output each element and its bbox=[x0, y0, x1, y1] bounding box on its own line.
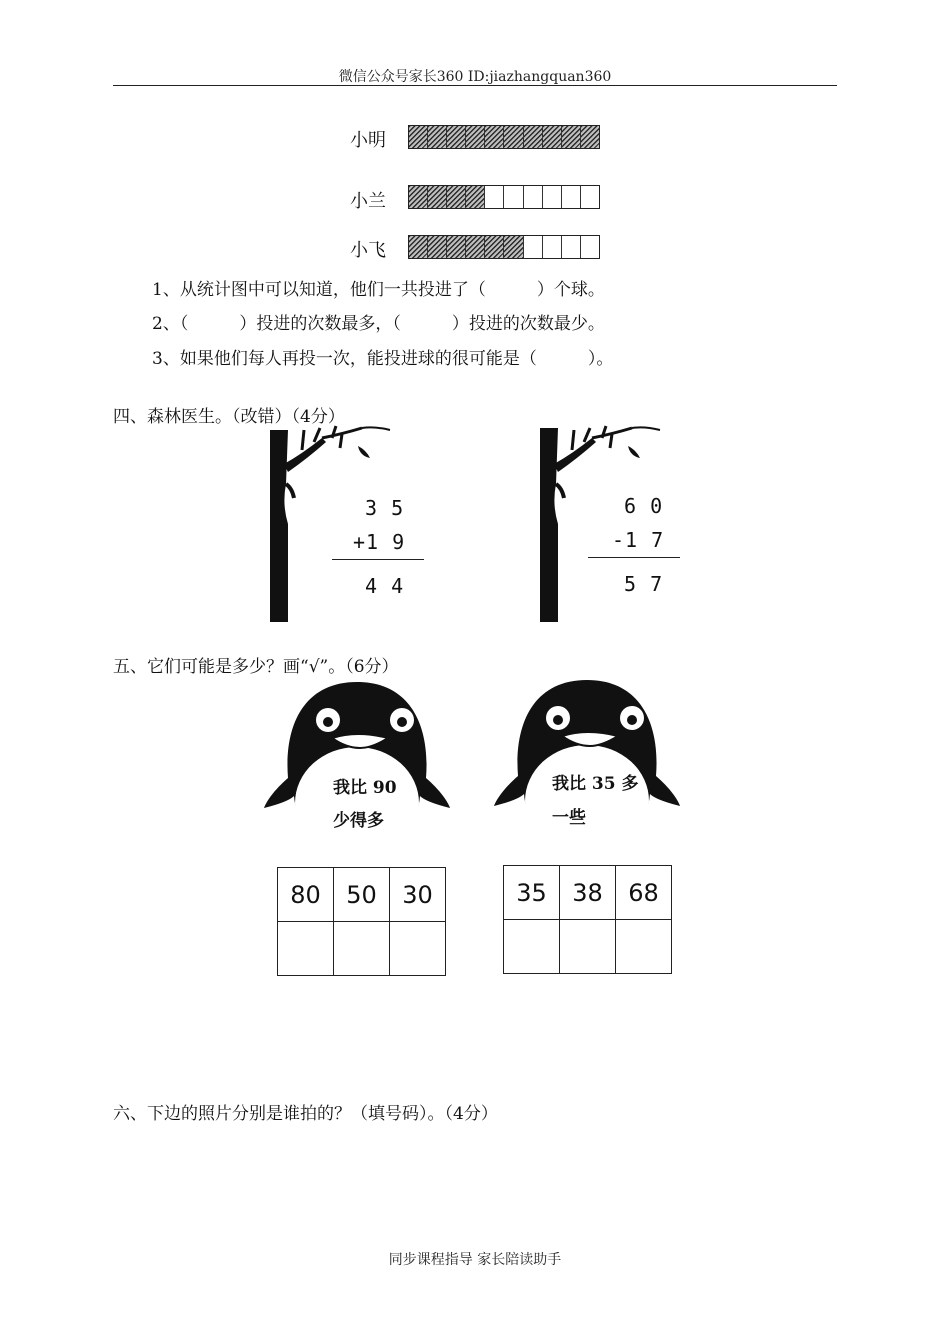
option-cell: 80 bbox=[278, 868, 334, 922]
check-cell[interactable] bbox=[616, 920, 672, 974]
section-5-title: 五、它们可能是多少？画“√”。（6分） bbox=[113, 657, 399, 677]
penguin-illustration-left bbox=[262, 678, 452, 858]
bar-segment-empty bbox=[485, 186, 504, 208]
bar-segment-empty bbox=[581, 236, 599, 258]
check-cell[interactable] bbox=[560, 920, 616, 974]
page-header: 微信公众号家长360 ID:jiazhangquan360 bbox=[338, 69, 612, 85]
calc-left-op: +1 9 bbox=[353, 530, 406, 554]
bar-segment-filled bbox=[485, 126, 504, 148]
section-4-title: 四、森林医生。（改错）（4分） bbox=[113, 407, 345, 427]
check-cell[interactable] bbox=[504, 920, 560, 974]
bar-segment-empty bbox=[543, 186, 562, 208]
bar-segment-filled bbox=[466, 236, 485, 258]
bar-segment-empty bbox=[504, 186, 523, 208]
option-cell: 50 bbox=[334, 868, 390, 922]
bar-segment-filled bbox=[428, 186, 447, 208]
bar-segment-filled bbox=[504, 126, 523, 148]
bar-xiaoming bbox=[408, 125, 600, 149]
bar-segment-empty bbox=[581, 186, 599, 208]
check-cell[interactable] bbox=[278, 922, 334, 976]
bar-segment-empty bbox=[562, 236, 581, 258]
penguin-right-text-2: 一些 bbox=[552, 808, 586, 828]
question-1: 1、从统计图中可以知道，他们一共投进了（ ）个球。 bbox=[152, 280, 605, 300]
check-cell[interactable] bbox=[334, 922, 390, 976]
bar-segment-filled bbox=[466, 126, 485, 148]
bar-segment-filled bbox=[543, 126, 562, 148]
bar-segment-filled bbox=[447, 126, 466, 148]
bar-segment-filled bbox=[524, 126, 543, 148]
calc-left-top: 3 5 bbox=[365, 496, 405, 520]
option-cell: 38 bbox=[560, 866, 616, 920]
check-cell[interactable] bbox=[390, 922, 446, 976]
penguin-left-text-1: 我比 90 bbox=[333, 778, 397, 798]
calc-right-op: -1 7 bbox=[612, 528, 665, 552]
bar-segment-filled bbox=[409, 126, 428, 148]
bar-xiaofei bbox=[408, 235, 600, 259]
penguin-illustration-right bbox=[492, 676, 682, 856]
section-6-title: 六、下边的照片分别是谁拍的？（填号码）。（4分） bbox=[113, 1104, 498, 1124]
penguin-left-text-2: 少得多 bbox=[333, 811, 384, 831]
bar-segment-filled bbox=[562, 126, 581, 148]
question-2: 2、（ ）投进的次数最多，（ ）投进的次数最少。 bbox=[152, 314, 605, 334]
answer-grid-right bbox=[503, 865, 672, 974]
bar-segment-empty bbox=[543, 236, 562, 258]
calc-left-rule bbox=[332, 559, 424, 560]
calc-right-top: 6 0 bbox=[624, 494, 664, 518]
question-3: 3、如果他们每人再投一次，能投进球的很可能是（ ）。 bbox=[152, 349, 614, 369]
bar-segment-filled bbox=[447, 236, 466, 258]
bar-segment-filled bbox=[409, 186, 428, 208]
bar-segment-filled bbox=[447, 186, 466, 208]
calc-left-result: 4 4 bbox=[365, 574, 405, 598]
page-footer: 同步课程指导 家长陪读助手 bbox=[388, 1252, 562, 1268]
bar-label-xiaolan: 小兰 bbox=[350, 191, 386, 212]
bar-segment-filled bbox=[466, 186, 485, 208]
bar-xiaolan bbox=[408, 185, 600, 209]
bar-segment-empty bbox=[524, 236, 543, 258]
bar-segment-filled bbox=[504, 236, 523, 258]
option-cell: 68 bbox=[616, 866, 672, 920]
answer-grid-left bbox=[277, 867, 446, 976]
calc-right-result: 5 7 bbox=[624, 572, 664, 596]
bar-label-xiaoming: 小明 bbox=[350, 130, 386, 151]
option-cell: 30 bbox=[390, 868, 446, 922]
header-rule bbox=[113, 85, 837, 86]
bar-segment-filled bbox=[485, 236, 504, 258]
bar-segment-empty bbox=[562, 186, 581, 208]
calc-right-rule bbox=[588, 557, 680, 558]
penguin-right-text-1: 我比 35 多 bbox=[552, 774, 639, 794]
option-cell: 35 bbox=[504, 866, 560, 920]
bar-segment-filled bbox=[428, 236, 447, 258]
bar-segment-filled bbox=[428, 126, 447, 148]
bar-label-xiaofei: 小飞 bbox=[350, 240, 386, 261]
bar-segment-filled bbox=[581, 126, 599, 148]
bar-segment-filled bbox=[409, 236, 428, 258]
bar-segment-empty bbox=[524, 186, 543, 208]
